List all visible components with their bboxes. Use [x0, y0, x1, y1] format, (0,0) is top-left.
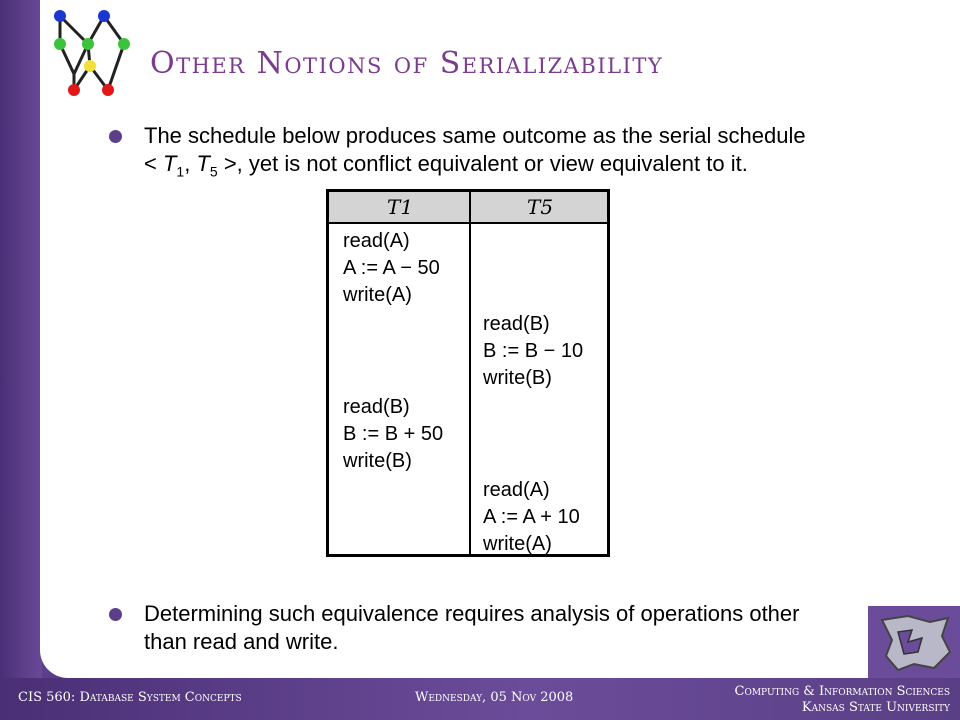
column-header-t1: T1 — [387, 195, 414, 219]
footer-department: Computing & Information Sciences — [734, 684, 950, 699]
operation: read(B) — [343, 396, 410, 418]
graph-logo-icon — [44, 4, 140, 100]
footer-course: CIS 560: Database System Concepts — [18, 690, 242, 705]
operation: write(A) — [343, 284, 412, 306]
operation: read(A) — [483, 479, 550, 501]
graph-node — [118, 38, 130, 50]
bullet-dot-icon — [109, 608, 122, 621]
operation: write(A) — [483, 533, 552, 555]
graph-node — [84, 60, 96, 72]
footer-date: Wednesday, 05 Nov 2008 — [415, 690, 574, 705]
graph-node — [54, 10, 66, 22]
footer-university: Kansas State University — [801, 700, 950, 715]
graph-node — [68, 84, 80, 96]
operation: B := B + 50 — [343, 423, 444, 445]
operation: write(B) — [343, 450, 412, 472]
column-header-t5: T5 — [527, 195, 554, 219]
operation: A := A + 10 — [483, 506, 580, 528]
left-band — [0, 0, 42, 720]
column-divider — [469, 192, 471, 554]
graph-node — [98, 10, 110, 22]
operation: read(A) — [343, 230, 410, 252]
schedule-table — [326, 189, 610, 557]
graph-node — [82, 38, 94, 50]
kstate-wildcat-logo-icon — [868, 606, 960, 678]
operation: A := A − 50 — [343, 257, 440, 279]
operation: B := B − 10 — [483, 340, 584, 362]
operation: write(B) — [483, 367, 552, 389]
bullet-dot-icon — [109, 130, 122, 143]
graph-node — [54, 38, 66, 50]
bullet-text: The schedule below produces same outcome as the serial schedule < $T_1$, $T_5$ >, yet is not conflict equivalent or view equivalent to it. — [144, 123, 806, 180]
bullet-text: Determining such equivalence requires analysis of operations other than read and write. — [144, 601, 800, 654]
schedule-header — [329, 192, 607, 224]
operation: read(B) — [483, 313, 550, 335]
slide-title: Other Notions of Serializability — [150, 46, 664, 81]
graph-node — [102, 84, 114, 96]
